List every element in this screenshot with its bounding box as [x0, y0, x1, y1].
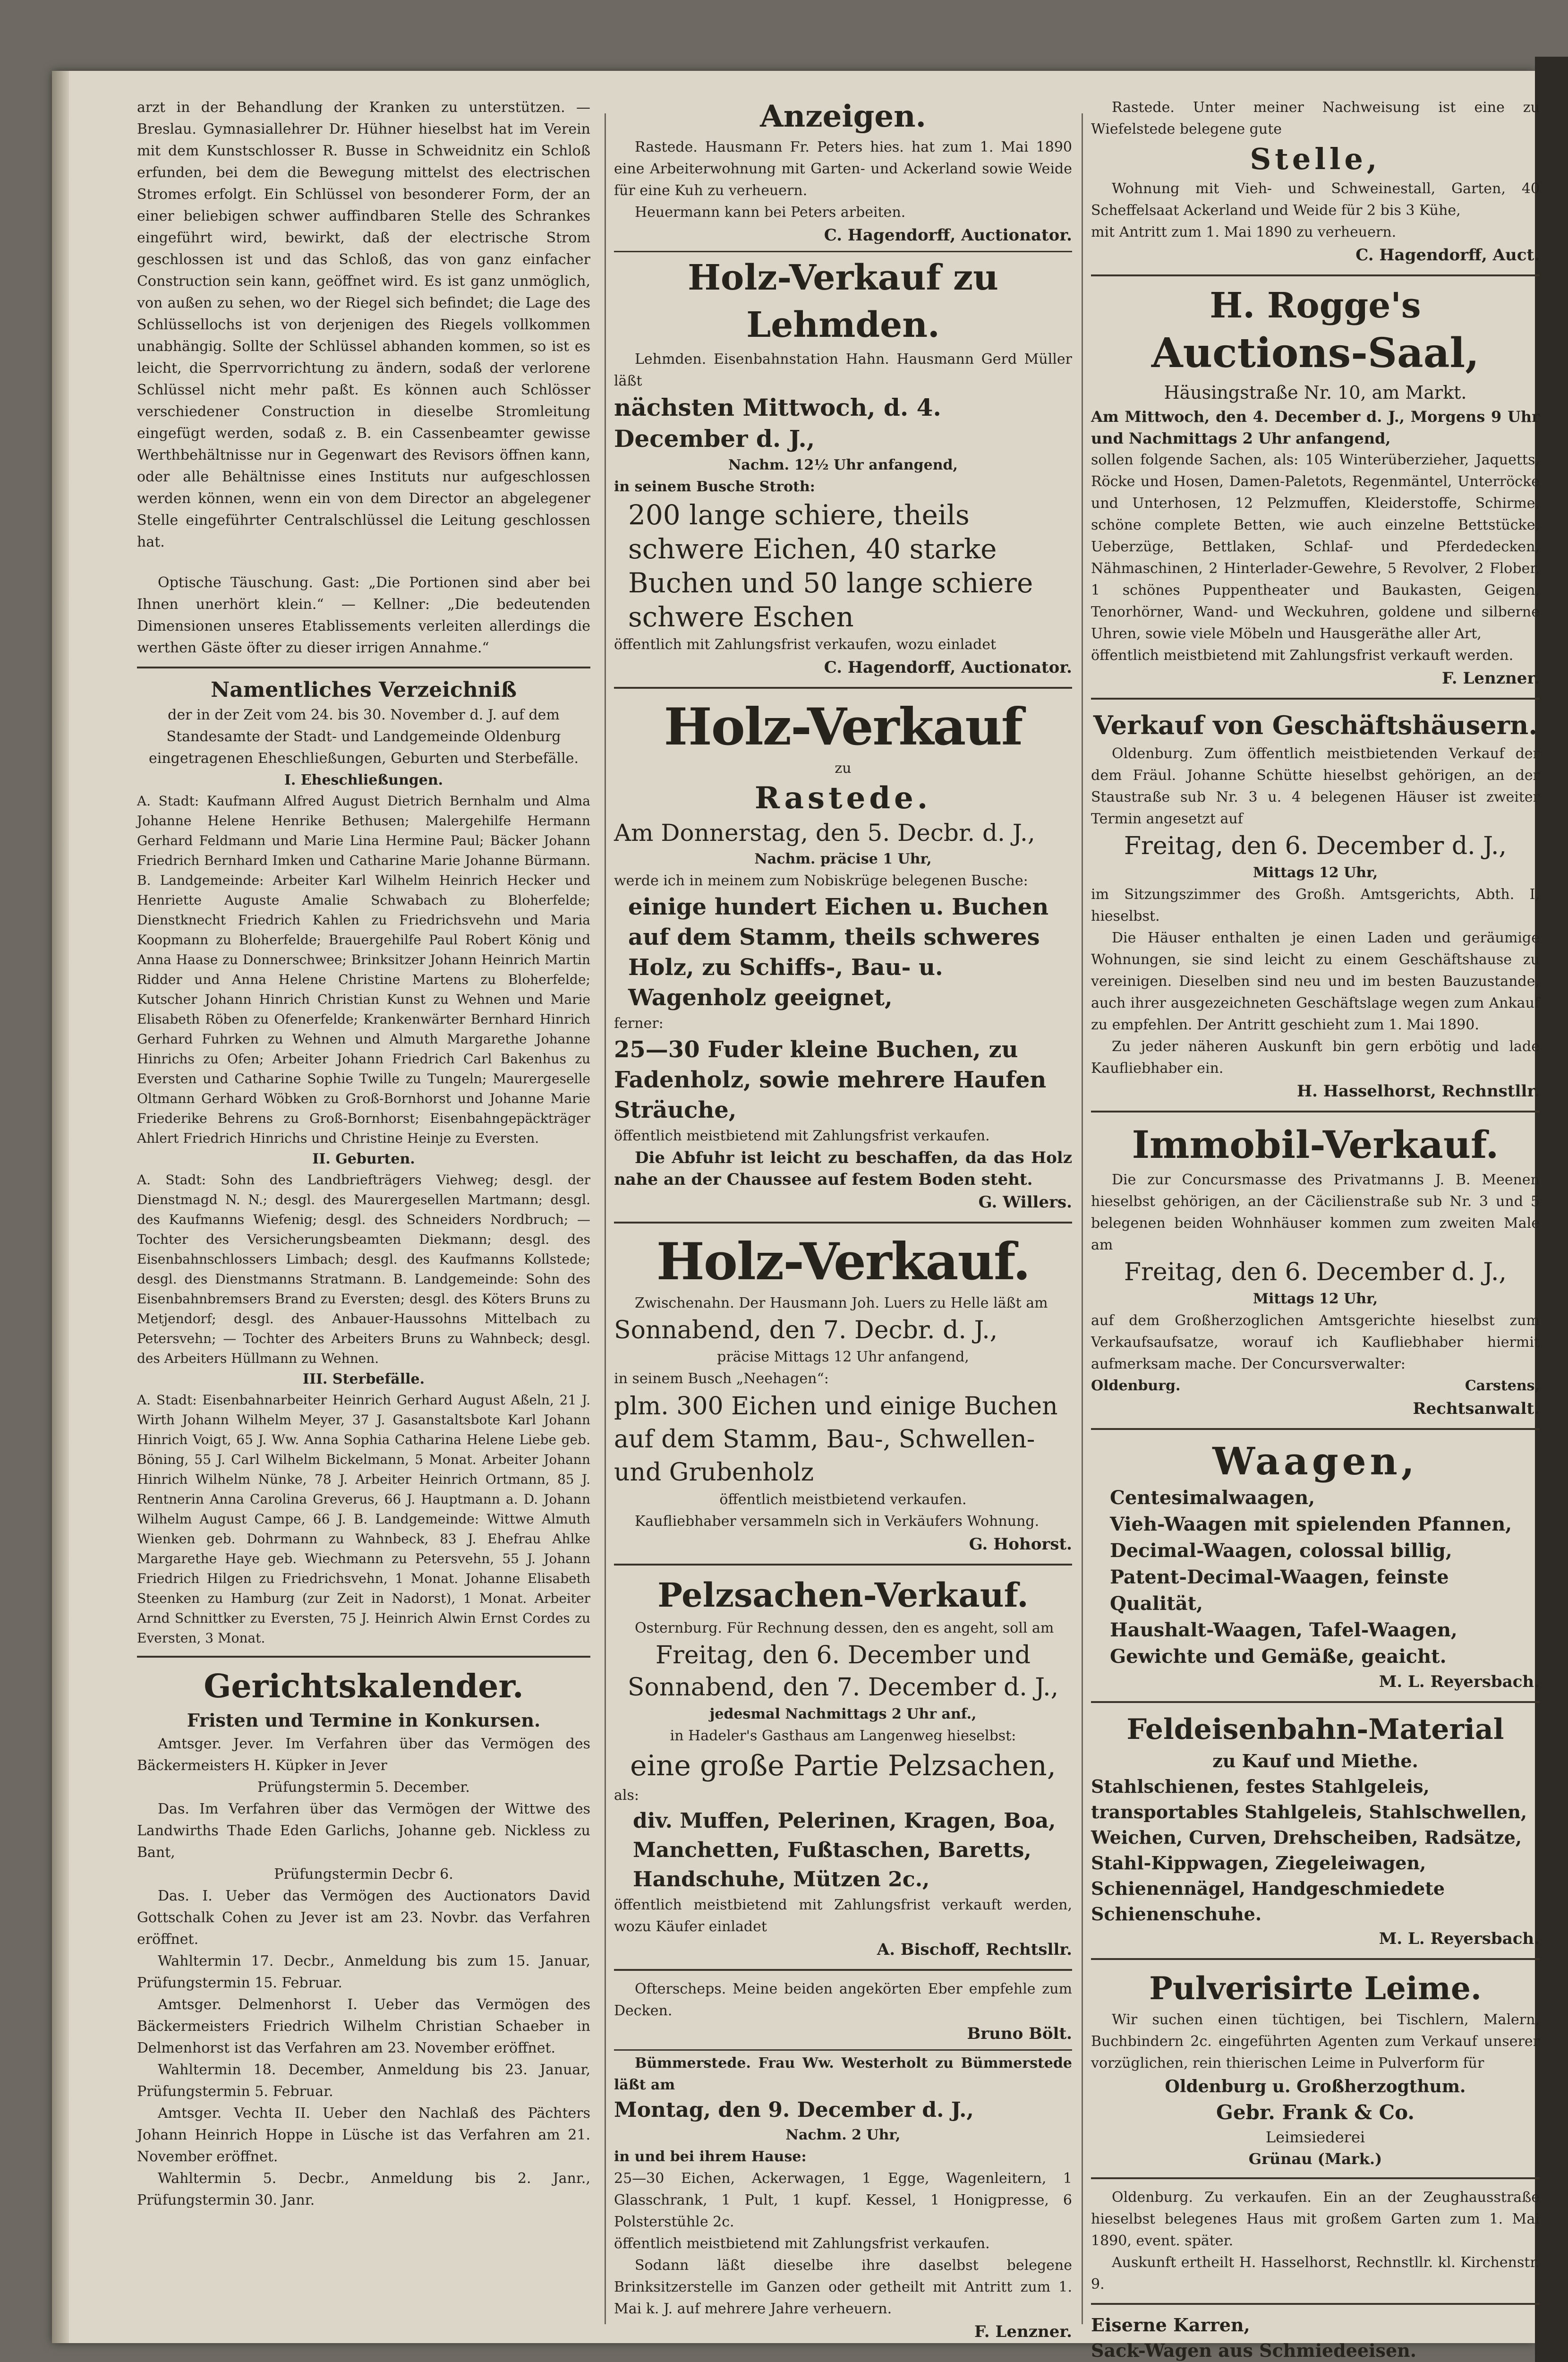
- ad-text: Zu jeder näheren Auskunft bin gern erbötig und lade Kaufliebhaber ein.: [1091, 1038, 1540, 1077]
- ad-region: Oldenburg u. Großherzogthum.: [1165, 2077, 1466, 2097]
- ad-date: Am Donnerstag, den 5. Decbr. d. J.,: [614, 819, 1035, 847]
- scales-list: [1091, 1485, 1540, 1670]
- ad-text: öffentlich meistbietend mit Zahlungsfrist verkaufen.: [614, 2235, 990, 2252]
- ad-date: Am Mittwoch, den 4. December d. J., Morgens 9 Uhr und Nachmittags 2 Uhr anfangend,: [1091, 408, 1540, 447]
- court-calendar-subtitle: Fristen und Termine in Konkursen.: [187, 1710, 541, 1731]
- ad-text: Wohnung mit Vieh- und Schweinestall, Garten, 40 Scheffelsaat Ackerland und Weide für 2 bis 3 Kühe,: [1091, 180, 1540, 219]
- ad-headline: Holz-Verkauf: [664, 697, 1023, 757]
- ad-headline: Verkauf von Geschäftshäusern.: [1093, 710, 1538, 740]
- divider: [1091, 1958, 1540, 1960]
- divider: [1091, 1428, 1540, 1430]
- ad-signature: Carstens,: [1465, 1378, 1540, 1394]
- ad-text: Oldenburg. Zum öffentlich meistbietenden Verkauf der dem Fräul. Johanne Schütte hieselbst gehörigen, an der Staustraße sub Nr. 3 u. 4 belegenen Häuser ist zweiter Termin angesetzt auf: [1091, 745, 1540, 827]
- court-entry: Amtsger. Delmenhorst I. Ueber das Vermögen des Bäckermeisters Friedrich Wilhelm Christian Schaeber in Delmenhorst ist das Verfahren am 23. November eröffnet.: [137, 1996, 590, 2056]
- ad-text: öffentlich meistbietend mit Zahlungsfrist verkauft werden.: [1091, 647, 1514, 664]
- ad-headline: Holz-Verkauf zu Lehmden.: [688, 257, 998, 345]
- column-1: [137, 97, 590, 2334]
- list-item: Vieh-Waagen mit spielenden Pfannen,: [1110, 1513, 1512, 1535]
- ad-text: Rastede. Hausmann Fr. Peters hies. hat zum 1. Mai 1890 eine Arbeiterwohnung mit Garten- und Ackerland sowie Weide für eine Kuh zu verheuern.: [614, 139, 1072, 199]
- ad-date: Sonnabend, den 7. Decbr. d. J.,: [614, 1316, 998, 1344]
- list-item: Haushalt-Waagen, Tafel-Waagen,: [1110, 1619, 1457, 1641]
- ad-signature: Bruno Bölt.: [967, 2024, 1072, 2043]
- ad-subheadline: zu Kauf und Miethe.: [1212, 1750, 1418, 1772]
- ad-text: ferner:: [614, 1015, 664, 1032]
- ad-items: 25—30 Eichen, Ackerwagen, 1 Egge, Wagenleitern, 1 Glasschrank, 1 Pult, 1 kupf. Kessel, 1 Honigpresse, 6 Polsterstühle 2c.: [614, 2170, 1072, 2230]
- ad-time: präcise Mittags 12 Uhr anfangend,: [717, 1349, 969, 1365]
- ad-firm-line: Leimsiederei: [1265, 2128, 1365, 2146]
- ad-place: in seinem Busch „Neehagen“:: [614, 1370, 829, 1387]
- court-entry: Amtsger. Jever. Im Verfahren über das Vermögen des Bäckermeisters H. Küpker in Jever: [137, 1736, 590, 1774]
- divider: [137, 1656, 590, 1658]
- ad-headline: Auctions-Saal,: [1151, 329, 1480, 377]
- ad-note: Kaufliebhaber versammeln sich in Verkäufers Wohnung.: [635, 1513, 1040, 1530]
- ad-place: im Sitzungszimmer des Großh. Amtsgerichts, Abth. I, hieselbst.: [1091, 886, 1540, 924]
- divider: [614, 251, 1072, 252]
- ad-town: Oldenburg.: [1091, 1378, 1181, 1394]
- ad-place: in Hadeler's Gasthaus am Langenweg hieselbst:: [670, 1728, 1016, 1744]
- court-entry: Das. I. Ueber das Vermögen des Auctionators David Gottschalk Cohen zu Jever ist am 23. Novbr. das Verfahren eröffnet.: [137, 1888, 590, 1948]
- court-entry: Amtsger. Vechta II. Ueber den Nachlaß des Pächters Johann Heinrich Hoppe in Lüsche ist das Verfahren am 21. November eröffnet.: [137, 2105, 590, 2165]
- ad-signature: G. Willers.: [978, 1193, 1072, 1212]
- ad-note: Die Abfuhr ist leicht zu beschaffen, da das Holz nahe an der Chaussee auf festem Boden steht.: [614, 1148, 1072, 1189]
- ad-date: Montag, den 9. December d. J.,: [614, 2098, 974, 2122]
- ad-items: einige hundert Eichen u. Buchen auf dem Stamm, theils schweres Holz, zu Schiffs-, Bau- u. Wagenholz geeignet,: [628, 894, 1049, 1011]
- ad-text: öffentlich meistbietend verkaufen.: [719, 1491, 967, 1508]
- register-section-text: A. Stadt: Eisenbahnarbeiter Heinrich Gerhard August Aßeln, 21 J. Wirth Johann Wilhelm Meyer, 37 J. Gasanstaltsbote Karl Johann Hinrich Voigt, 65 J. Ww. Anna Sophia Catharina Helene Liebe geb. Böning, 55 J. Carl Wilhelm Bickelmann, 5 Monat. Arbeiter Johann Hinrich Wilhelm Nünke, 78 J. Arbeiter Heinrich Ortmann, 85 J. Rentnerin Anna Carolina Greverus, 66 J. Hauptmann a. D. Johann Wilhelm August Campe, 66 J. B. Landgemeinde: Wittwe Almuth Wienken geb. Dohrmann zu Wahnbeck, 83 J. Ehefrau Ahlke Margarethe Haye geb. Wiechmann zu Petersvehn, 55 J. Johann Friedrich Hilgen zu Friedrichsvehn, 1 Monat. Johanne Elisabeth Steenken zu Hamburg (zur Zeit in Nadorst), 1 Monat. Arbeiter Arnd Schnittker zu Eversten, 75 J. Heinrich Alwin Ernst Cordes zu Eversten, 3 Monat.: [137, 1392, 590, 1646]
- ad-firm: Gebr. Frank & Co.: [1216, 2101, 1415, 2124]
- ad-time: Mittags 12 Uhr,: [1253, 864, 1378, 881]
- register-section-heading: II. Geburten.: [312, 1151, 415, 1167]
- ad-signature: M. L. Reyersbach.: [1379, 1929, 1540, 1948]
- ad-text: auf dem Großherzoglichen Amtsgerichte hieselbst zum Verkaufsaufsatze, worauf ich Kaufliebhaber hiermit aufmerksam mache. Der Concursverwalter:: [1091, 1312, 1540, 1372]
- ad-signature: G. Hohorst.: [969, 1535, 1072, 1554]
- ad-time: Nachm. präcise 1 Uhr,: [754, 851, 932, 867]
- ad-signature: C. Hagendorff, Auct.: [1355, 246, 1540, 265]
- divider: [614, 1969, 1072, 1971]
- ad-place: in und bei ihrem Hause:: [614, 2148, 807, 2165]
- ad-signature: A. Bischoff, Rechtsllr.: [877, 1940, 1072, 1959]
- ad-headline: Pelzsachen-Verkauf.: [657, 1575, 1029, 1615]
- ad-headline: Feldeisenbahn-Material: [1126, 1713, 1504, 1746]
- ad-signature-title: Rechtsanwalt.: [1413, 1399, 1540, 1418]
- ad-text: Heuermann kann bei Peters arbeiten.: [635, 204, 906, 221]
- list-item: Patent-Decimal-Waagen, feinste Qualität,: [1110, 1566, 1449, 1615]
- divider: [1091, 2303, 1540, 2305]
- ad-items: 200 lange schiere, theils schwere Eichen, 40 starke Buchen und 50 lange schiere schwere Eschen: [628, 499, 1033, 633]
- ad-signature: H. Hasselhorst, Rechnstllr.: [1297, 1082, 1540, 1101]
- ad-text: Oldenburg. Zu verkaufen. Ein an der Zeughausstraße hieselbst belegenes Haus mit großem Garten zum 1. Mai 1890, event. später.: [1091, 2189, 1540, 2249]
- ad-time: jedesmal Nachmittags 2 Uhr anf.,: [709, 1706, 977, 1722]
- court-entry: Das. Im Verfahren über das Vermögen der Wittwe des Landwirths Thade Eden Garlichs, Johanne geb. Nickless zu Bant,: [137, 1801, 590, 1861]
- ad-date: Freitag, den 6. December und Sonnabend, den 7. December d. J.,: [627, 1641, 1059, 1702]
- court-entry-date: Prüfungstermin 5. December.: [257, 1779, 470, 1796]
- register-title: Namentliches Verzeichniß: [211, 678, 517, 702]
- ads-title: Anzeigen.: [760, 99, 926, 134]
- ad-date: nächsten Mittwoch, d. 4. December d. J.,: [614, 394, 941, 453]
- divider: [1091, 1701, 1540, 1703]
- ad-text: als:: [614, 1787, 639, 1804]
- divider: [1091, 698, 1540, 700]
- ad-date: Freitag, den 6. December d. J.,: [1124, 1258, 1507, 1286]
- ad-headline: Waagen,: [1212, 1439, 1418, 1483]
- register-intro: der in der Zeit vom 24. bis 30. November d. J. auf dem Standesamte der Stadt- und Landgemeinde Oldenburg eingetragenen Eheschließungen, Geburten und Sterbefälle.: [148, 707, 579, 767]
- register-section-text: A. Stadt: Sohn des Landbriefträgers Viehweg; desgl. der Dienstmagd N. N.; desgl. des Maurergesellen Martmann; desgl. des Kaufmanns Wiefenig; desgl. des Schneiders Nordbruch; — Tochter des Versicherungsbeamten Diekmann; desgl. des Eisenbahnschlossers Limbach; desgl. des Kaufmanns Kollstede; desgl. des Dienstmanns Stratmann. B. Landgemeinde: Sohn des Eisenbahnbremsers Brand zu Eversten; desgl. des Köters Bruns zu Metjendorf; desgl. des Anbauer-Haussohns Mittelbach zu Petersvehn; — Tochter des Arbeiters Bruns zu Wahnbeck; desgl. des Arbeiters Hüllmann zu Wehnen.: [137, 1172, 590, 1366]
- ad-headline: Stelle,: [1250, 142, 1381, 176]
- ad-items: div. Muffen, Pelerinen, Kragen, Boa, Manchetten, Fußtaschen, Baretts, Handschuhe, Mützen 2c.,: [633, 1809, 1056, 1891]
- ad-signature: C. Hagendorff, Auctionator.: [824, 226, 1072, 245]
- list-item: Gewichte und Gemäße, geaicht.: [1110, 1645, 1447, 1668]
- ad-text: Lehmden. Eisenbahnstation Hahn. Hausmann Gerd Müller läßt: [614, 351, 1072, 389]
- court-entry-date: Wahltermin 18. December, Anmeldung bis 23. Januar, Prüfungstermin 5. Februar.: [137, 2062, 590, 2100]
- ad-signature: F. Lenzner.: [1442, 669, 1540, 688]
- ad-text: werde ich in meinem zum Nobiskrüge belegenen Busche:: [614, 873, 1028, 889]
- ad-time: Nachm. 12½ Uhr anfangend,: [728, 457, 958, 473]
- list-item: Sack-Wagen aus Schmiedeeisen.: [1091, 2340, 1416, 2361]
- ad-signature: C. Hagendorff, Auctionator.: [824, 658, 1072, 677]
- ad-text: öffentlich meistbietend mit Zahlungsfrist verkauft werden, wozu Käufer einladet: [614, 1897, 1072, 1935]
- article-text: arzt in der Behandlung der Kranken zu unterstützen. — Breslau. Gymnasiallehrer Dr. Hühner hieselbst hat im Verein mit dem Kunstschlosser R. Busse in Schweidnitz ein Schloß erfunden, bei dem die Bewegung mittelst des electrischen Stromes erfolgt. Ein Schlüssel von besonderer Form, der an einer beliebigen schwer auffindbaren Stelle des Schrankes eingeführt wird, bewirkt, daß der electrische Strom geschlossen ist und das Schloß, das von ganz einfacher Construction sein kann, geöffnet wird. Es ist ganz unmöglich, von außen zu sehen, wo der Riegel sich befindet; die Lage des Schlüssellochs ist von derjenigen des Riegels vollkommen unabhängig. Sollte der Schlüssel abhanden kommen, so ist es leicht, die Sperrvorrichtung zu ändern, sodaß der verlorene Schlüssel nicht mehr paßt. Es können auch Schlösser verschiedener Construction in dieselbe Stromleitung eingefügt werden, sodaß z. B. ein Cassenbeamter gewisse Werthbehältnisse nur in Gegenwart des Revisors öffnen kann, oder alle Behältnisse eines Instituts nur aufgeschlossen werden können, wenn ein von dem Director an abgelegener Stelle eingeführter Centralschlüssel die Leitung geschlossen hat.: [137, 99, 590, 550]
- ad-text: öffentlich meistbietend mit Zahlungsfrist verkaufen.: [614, 1128, 990, 1144]
- ad-note: Sodann läßt dieselbe ihre daselbst belegene Brinksitzerstelle im Ganzen oder getheilt mit Antritt zum 1. Mai k. J. auf mehrere Jahre verheuern.: [614, 2257, 1072, 2317]
- divider: [614, 2049, 1072, 2051]
- ad-items: plm. 300 Eichen und einige Buchen auf dem Stamm, Bau-, Schwellen- und Grubenholz: [614, 1392, 1058, 1487]
- ad-text: Die Häuser enthalten je einen Laden und geräumige Wohnungen, sie sind leicht zu einem Geschäftshause zu vereinigen. Dieselben sind neu und im besten Bauzustande, auch ihrer ausgezeichneten Geschäftslage wegen zum Ankauf zu empfehlen. Der Antritt geschieht zum 1. Mai 1890.: [1091, 930, 1540, 1033]
- divider: [1091, 2177, 1540, 2179]
- ad-text: Auskunft ertheilt H. Hasselhorst, Rechnstllr. kl. Kirchenstr. 9.: [1091, 2254, 1540, 2293]
- ad-text: öffentlich mit Zahlungsfrist verkaufen, wozu einladet: [614, 636, 997, 653]
- column-3: [1091, 97, 1540, 2361]
- divider: [614, 687, 1072, 689]
- ad-text: mit Antritt zum 1. Mai 1890 zu verheuern.: [1091, 224, 1397, 240]
- list-item: Decimal-Waagen, colossal billig,: [1110, 1540, 1452, 1562]
- ad-text: Wir suchen einen tüchtigen, bei Tischlern, Malern, Buchbindern 2c. eingeführten Agenten zum Verkauf unserer vorzüglichen, rein thierischen Leime in Pulverform für: [1091, 2011, 1540, 2071]
- ad-text: Zwischenahn. Der Hausmann Joh. Luers zu Helle läßt am: [635, 1295, 1048, 1311]
- ad-headline: Pulverisirte Leime.: [1149, 1970, 1482, 2007]
- column-rule: [1082, 113, 1083, 2324]
- list-item: Centesimalwaagen,: [1110, 1487, 1315, 1509]
- ad-text: Rastede. Unter meiner Nachweisung ist eine zu Wiefelstede belegene gute: [1091, 99, 1540, 137]
- ad-text: Ofterscheps. Meine beiden angekörten Eber empfehle zum Decken.: [614, 1981, 1072, 2019]
- ad-town: Rastede.: [754, 780, 932, 816]
- joke-text: Optische Täuschung. Gast: „Die Portionen sind aber bei Ihnen unerhört klein.“ — Kellner: „Die bedeutenden Dimensionen unseres Etablissements verleiten allerdings die werthen Gäste öfter zu dieser irrigen Annahme.“: [137, 574, 590, 656]
- register-section-heading: III. Sterbefälle.: [302, 1371, 425, 1387]
- column-rule: [605, 113, 606, 2324]
- ad-headline: Immobil-Verkauf.: [1132, 1122, 1499, 1167]
- ad-text: zu: [835, 760, 852, 777]
- list-item: Eiserne Karren,: [1091, 2314, 1250, 2336]
- page-edge: [1535, 57, 1568, 2362]
- court-entry-date: Prüfungstermin Decbr 6.: [274, 1866, 453, 1883]
- column-2: [614, 97, 1072, 2341]
- ad-name: H. Rogge's: [1210, 285, 1421, 326]
- ad-text: Bümmerstede. Frau Ww. Westerholt zu Bümmerstede läßt am: [614, 2055, 1072, 2093]
- court-entry-date: Wahltermin 5. Decbr., Anmeldung bis 2. Janr., Prüfungstermin 30. Janr.: [137, 2170, 590, 2208]
- ad-address: Häusingstraße Nr. 10, am Markt.: [1164, 382, 1467, 403]
- ad-text: Osternburg. Für Rechnung dessen, den es angeht, soll am: [635, 1620, 1054, 1636]
- ad-text: sollen folgende Sachen, als: 105 Winterüberzieher, Jaquetts, Röcke und Hosen, Damen-Paletots, Regenmäntel, Unterröcke und Unterhosen, 12 Pelzmuffen, Kleiderstoffe, Schirme, schöne complete Betten, wie auch einzelne Bettstücke, Ueberzüge, Bettlaken, Schlaf- und Pferdedecken, Nähmaschinen, 2 Hinterlader-Gewehre, 5 Revolver, 2 Flober, 1 schönes Puppentheater und Baukasten, Geigen, Tenorhörner, Wand- und Weckuhren, goldene und silberne Uhren, sowie viele Möbeln und Hausgeräthe aller Art,: [1091, 452, 1540, 642]
- court-calendar-title: Gerichtskalender.: [204, 1668, 524, 1705]
- ad-time: Mittags 12 Uhr,: [1253, 1291, 1378, 1307]
- page-binding-edge: [52, 71, 69, 2343]
- ad-time: Nachm. 2 Uhr,: [785, 2127, 901, 2143]
- ad-headline: Holz-Verkauf.: [656, 1232, 1030, 1292]
- ad-big-text: eine große Partie Pelzsachen,: [630, 1749, 1056, 1782]
- register-section-text: A. Stadt: Kaufmann Alfred August Dietrich Bernhalm und Alma Johanne Helene Henrike Bethusen; Malergehilfe Hermann Gerhard Feldmann und Marie Lina Hermine Paul; Bäcker Johann Friedrich Bernhard Imken und Catharine Marie Johanne Bürmann. B. Landgemeinde: Arbeiter Karl Wilhelm Heinrich Hecker und Henriette Auguste Amalie Schwabach zu Bloherfelde; Dienstknecht Friedrich Kahlen zu Friedrichsvehn und Maria Koopmann zu Bloherfelde; Brauergehilfe Paul Robert König und Anna Haase zu Donnerschwee; Brinksitzer Johann Heinrich Martin Ridder und Anna Helene Christine Martens zu Bloherfelde; Kutscher Johann Hinrich Christian Kunst zu Wehnen und Marie Elisabeth Röben zu Ofenerfelde; Krankenwärter Bernhard Hinrich Gerhard Fuhrken zu Wehnen und Almuth Margarethe Johanne Hinrichs zu Ofen; Arbeiter Johann Friedrich Carl Bakenhus zu Eversten und Catharine Sophie Twille zu Tungeln; Maurergeselle Oltmann Gerhard Wöbken zu Groß-Bornhorst und Johanne Marie Friederike Behrens zu Groß-Bornhorst; Eisenbahngepäckträger Ahlert Friedrich Hinrichs und Christine Heinje zu Eversten.: [137, 793, 590, 1146]
- ad-date: Freitag, den 6. December d. J.,: [1124, 832, 1507, 860]
- register-section-heading: I. Eheschließungen.: [284, 772, 443, 788]
- divider: [614, 1564, 1072, 1566]
- ad-text: Stahlschienen, festes Stahlgeleis, transportables Stahlgeleis, Stahlschwellen, Weichen, Curven, Drehscheiben, Radsätze, Stahl-Kippwagen, Ziegeleiwagen, Schienennägel, Handgeschmiedete Schienenschuhe.: [1091, 1776, 1527, 1925]
- court-entry-date: Wahltermin 17. Decbr., Anmeldung bis zum 15. Januar, Prüfungstermin 15. Februar.: [137, 1953, 590, 1991]
- divider: [614, 1222, 1072, 1224]
- ad-text: Die zur Concursmasse des Privatmanns J. B. Meenen hieselbst gehörigen, an der Cäcilienstraße sub Nr. 3 und 5 belegenen beiden Wohnhäuser kommen zum zweiten Male am: [1091, 1172, 1540, 1253]
- divider: [137, 667, 590, 668]
- ad-place: in seinem Busche Stroth:: [614, 479, 815, 495]
- ad-signature: M. L. Reyersbach.: [1379, 1672, 1540, 1691]
- ad-items: 25—30 Fuder kleine Buchen, zu Fadenholz, sowie mehrere Haufen Sträuche,: [614, 1036, 1047, 1123]
- ad-signature: F. Lenzner.: [974, 2322, 1072, 2341]
- ad-firm-line: Grünau (Mark.): [1248, 2150, 1382, 2168]
- divider: [1091, 1111, 1540, 1113]
- divider: [1091, 274, 1540, 276]
